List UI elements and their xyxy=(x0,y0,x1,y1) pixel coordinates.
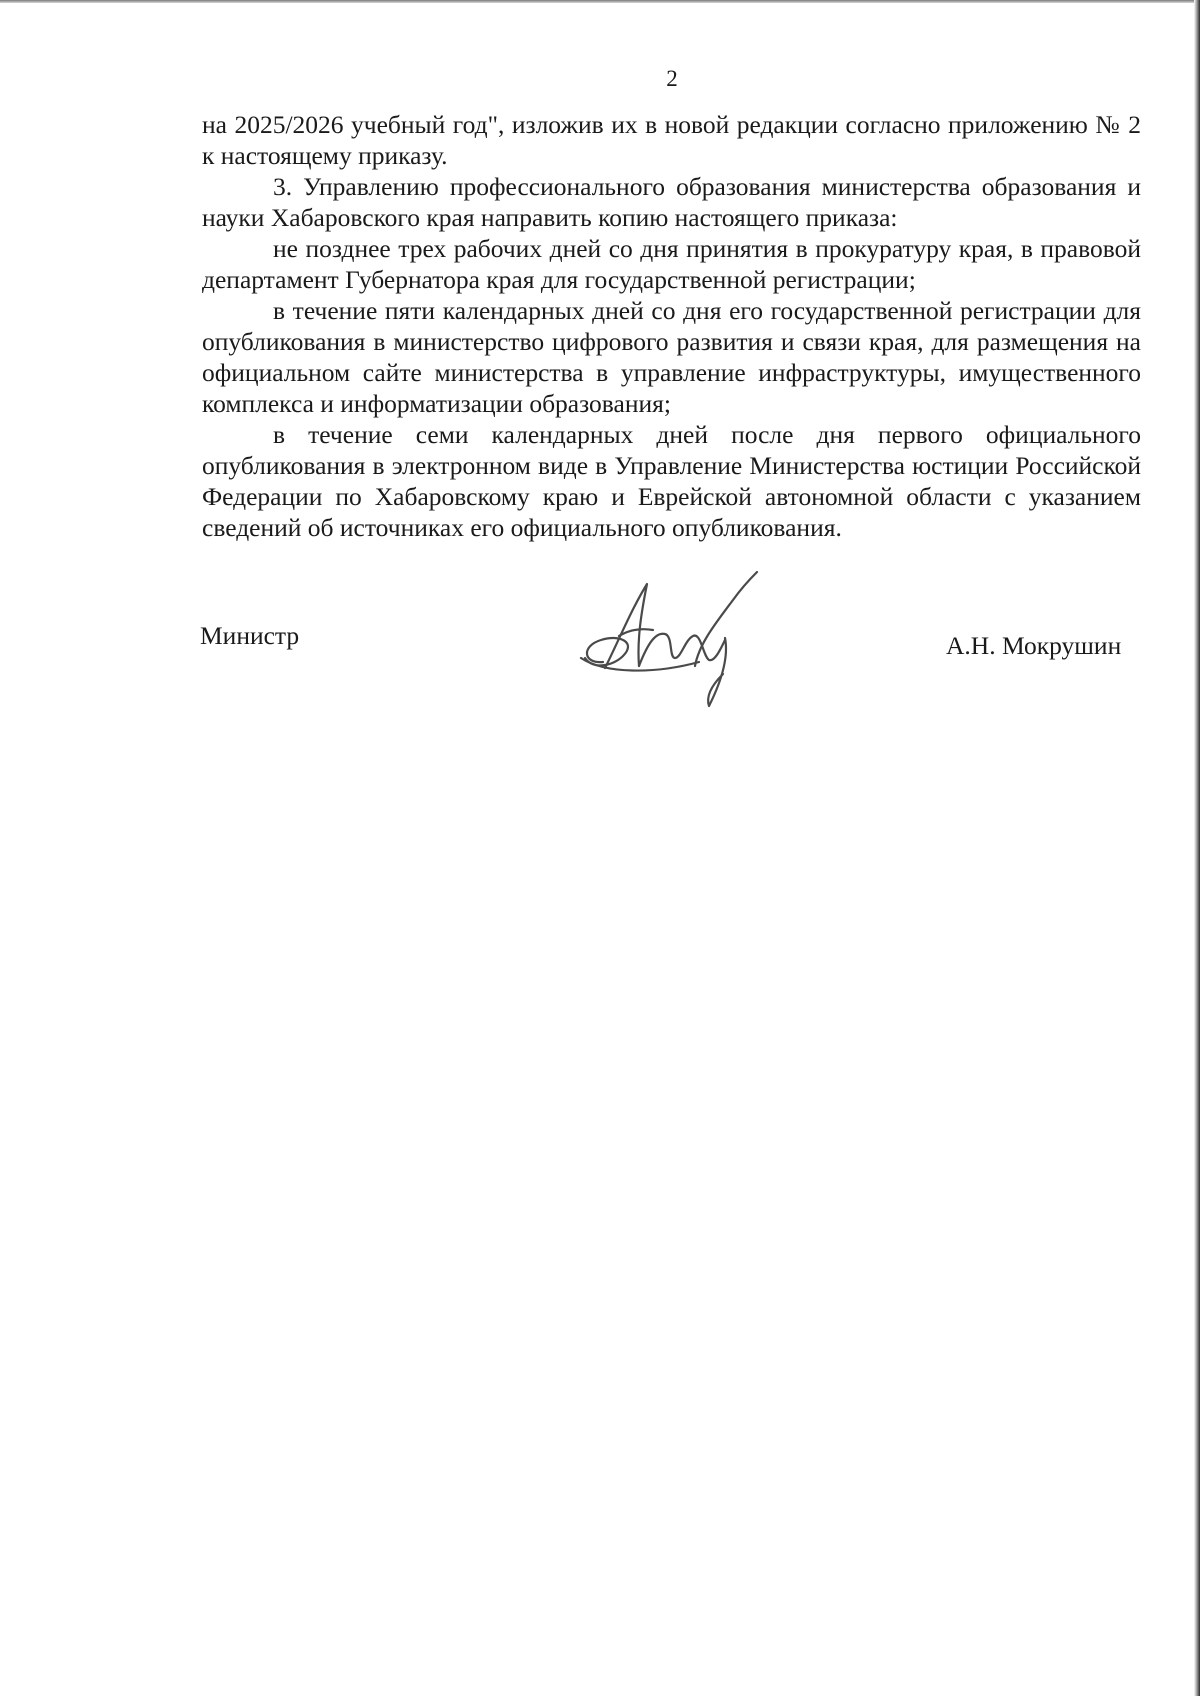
signatory-name: А.Н. Мокрушин xyxy=(946,631,1122,660)
scan-top-edge xyxy=(0,0,1200,3)
signatory-title: Министр xyxy=(200,621,300,650)
paragraph-justice-ministry-deadline: в течение семи календарных дней после дня первого официального опубликования в электронном виде в Управление Министерства юстиции Российской Федерации по Хабаровскому краю и Еврейской автономной области с указанием сведений об источниках его официального опубликования. xyxy=(202,420,1141,542)
paragraph-publication-deadline: в течение пяти календарных дней со дня его государственной регистрации для опубликования в министерство цифрового развития и связи края, для размещения на официальном сайте министерства в управление инфраструктуры, имущественного комплекса и информатизации образования; xyxy=(202,296,1141,418)
scan-right-edge xyxy=(1194,0,1200,1696)
page-number: 2 xyxy=(666,66,678,91)
handwritten-signature xyxy=(575,570,765,710)
paragraph-continuation: на 2025/2026 учебный год", изложив их в новой редакции согласно приложению № 2 к настоящему приказу. xyxy=(202,110,1141,170)
paragraph-prosecutor-deadline: не позднее трех рабочих дней со дня принятия в прокуратуру края, в правовой департамент Губернатора края для государственной регистрации; xyxy=(202,234,1141,294)
document-body xyxy=(202,109,1141,543)
paragraph-item-3: 3. Управлению профессионального образования министерства образования и науки Хабаровского края направить копию настоящего приказа: xyxy=(202,172,1141,232)
